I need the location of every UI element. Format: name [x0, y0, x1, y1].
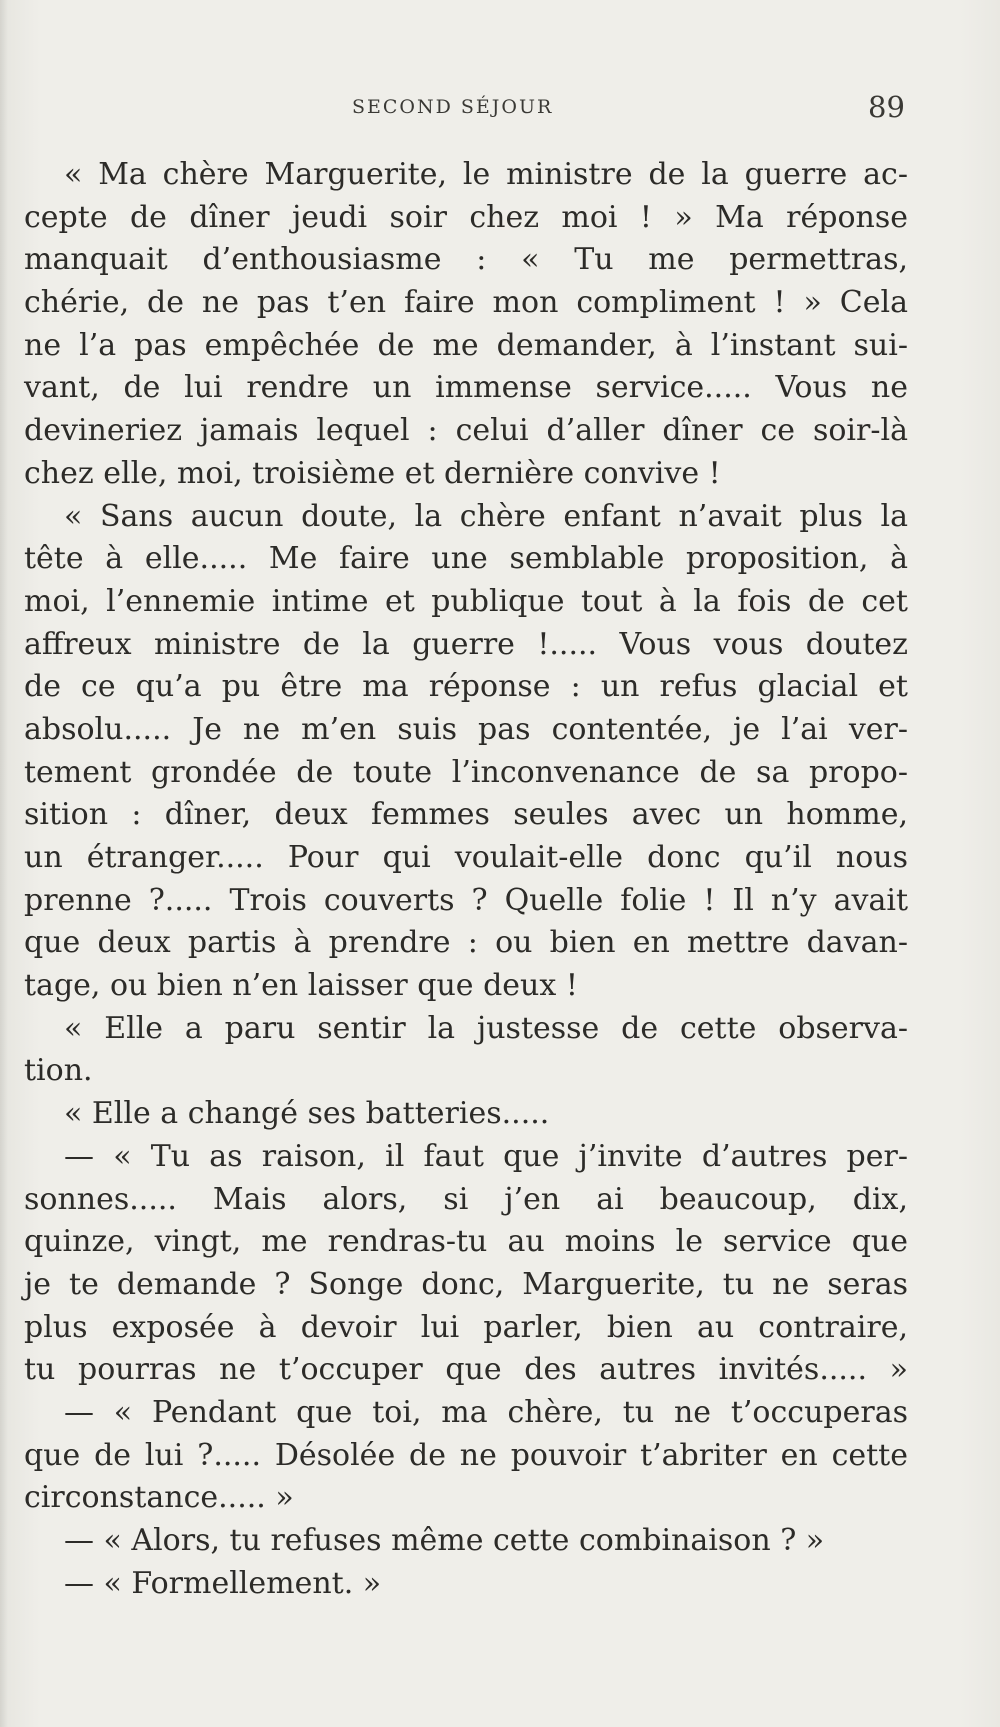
text-line: un étranger..... Pour qui voulait-elle donc qu’il nous [24, 840, 908, 875]
text-line: « Elle a paru sentir la justesse de cette observa- [64, 1010, 908, 1046]
text-line: manquait d’enthousiasme : « Tu me permettras, [24, 242, 908, 278]
running-head: SECOND SÉJOUR [352, 96, 554, 118]
text-line: ne l’a pas empêchée de me demander, à l’instant sui- [24, 327, 908, 363]
text-line: moi, l’ennemie intime et publique tout à la fois de cet [24, 583, 908, 619]
text-line: de ce qu’a pu être ma réponse : un refus glacial et [24, 669, 908, 705]
text-line: plus exposée à devoir lui parler, bien au contraire, [24, 1309, 908, 1345]
text-line: que de lui ?..... Désolée de ne pouvoir t’abriter en cette [24, 1437, 908, 1473]
text-line: affreux ministre de la guerre !..... Vous vous doutez [24, 626, 908, 662]
text-line: « Sans aucun doute, la chère enfant n’avait plus la [64, 498, 908, 534]
text-line: sition : dîner, deux femmes seules avec un homme, [24, 797, 908, 833]
text-line: tage, ou bien n’en laisser que deux ! [24, 968, 578, 1004]
text-line: tête à elle..... Me faire une semblable proposition, à [24, 541, 908, 577]
body-text [24, 154, 908, 1605]
text-line: — « Alors, tu refuses même cette combinaison ? » [64, 1523, 825, 1558]
text-line: quinze, vingt, me rendras-tu au moins le service que [24, 1224, 908, 1260]
text-line: vant, de lui rendre un immense service..... Vous ne [24, 370, 908, 406]
page-number: 89 [868, 90, 905, 124]
text-line: — « Tu as raison, il faut que j’invite d’autres per- [64, 1138, 908, 1174]
text-line: circonstance..... » [24, 1480, 294, 1516]
text-line: chez elle, moi, troisième et dernière convive ! [24, 455, 721, 491]
text-line: prenne ?..... Trois couverts ? Quelle folie ! Il n’y avait [24, 882, 908, 918]
text-line: chérie, de ne pas t’en faire mon compliment ! » Cela [24, 285, 908, 321]
text-line: devineriez jamais lequel : celui d’aller dîner ce soir-là [24, 413, 908, 449]
text-line: — « Formellement. » [64, 1565, 382, 1601]
page-edge-shadow [0, 0, 8, 1727]
text-line: cepte de dîner jeudi soir chez moi ! » Ma réponse [24, 199, 908, 235]
text-line: tement grondée de toute l’inconvenance de sa propo- [24, 754, 908, 790]
page-header [0, 90, 1000, 126]
text-line: « Elle a changé ses batteries..... [64, 1096, 550, 1132]
text-line: absolu..... Je ne m’en suis pas contentée, je l’ai ver- [24, 711, 908, 747]
text-line: — « Pendant que toi, ma chère, tu ne t’occuperas [64, 1394, 908, 1430]
text-line: tu pourras ne t’occuper que des autres invités..... » [24, 1352, 908, 1388]
text-line: « Ma chère Marguerite, le ministre de la guerre ac- [64, 157, 908, 192]
text-line: tion. [24, 1053, 93, 1089]
text-line: sonnes..... Mais alors, si j’en ai beaucoup, dix, [24, 1181, 908, 1217]
text-line: je te demande ? Songe donc, Marguerite, tu ne seras [24, 1266, 908, 1302]
text-line: que deux partis à prendre : ou bien en mettre davan- [24, 925, 908, 961]
